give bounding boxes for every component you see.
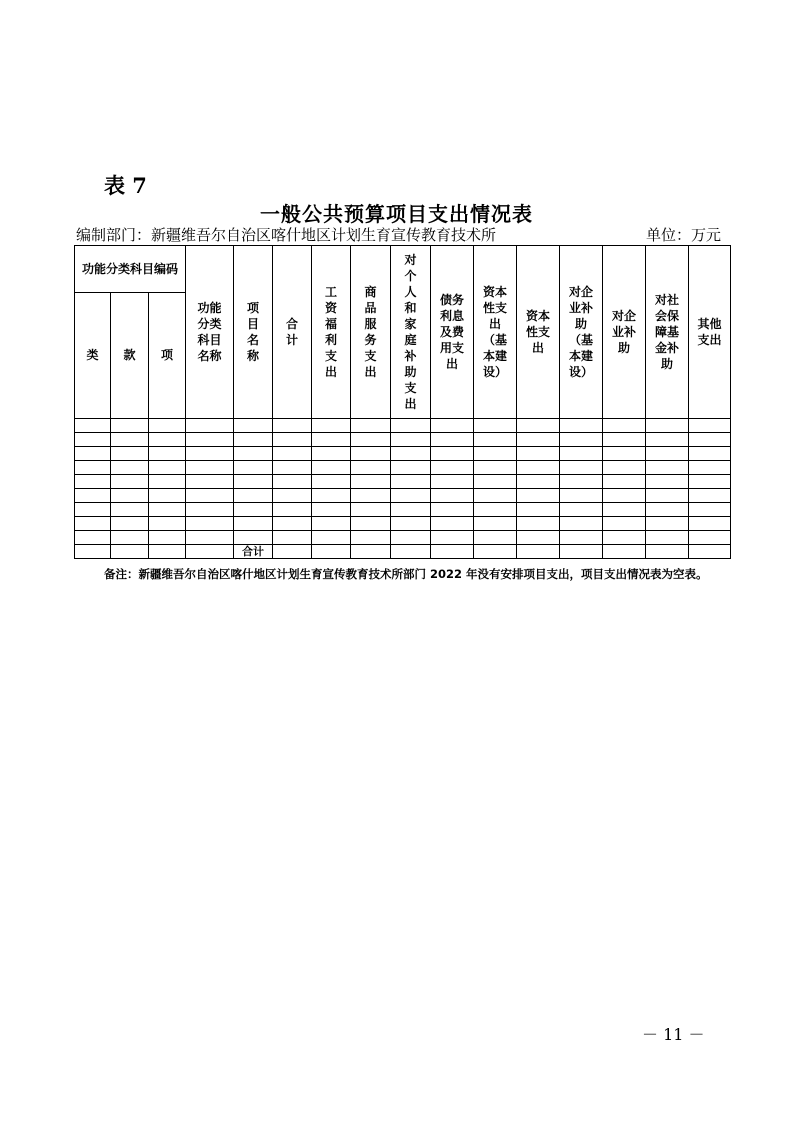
table-cell — [149, 489, 186, 503]
table-cell — [689, 503, 731, 517]
table-row — [75, 503, 731, 517]
table-cell — [234, 475, 273, 489]
table-cell — [603, 489, 646, 503]
table-cell — [111, 447, 149, 461]
table-number: 表 7 — [104, 173, 147, 198]
table-cell — [111, 503, 149, 517]
table-cell — [111, 433, 149, 447]
table-cell — [273, 503, 312, 517]
header-social-security: 对社会保障基金补助 — [646, 246, 689, 419]
table-row — [75, 531, 731, 545]
table-cell — [149, 531, 186, 545]
table-cell — [351, 433, 391, 447]
table-row — [75, 447, 731, 461]
table-cell — [603, 475, 646, 489]
table-cell — [474, 517, 517, 531]
table-cell — [273, 433, 312, 447]
table-cell — [75, 517, 111, 531]
table-cell — [431, 419, 474, 433]
table-cell — [603, 545, 646, 559]
table-cell — [689, 489, 731, 503]
table-cell — [560, 475, 603, 489]
table-cell — [273, 461, 312, 475]
table-cell — [431, 447, 474, 461]
table-cell — [75, 503, 111, 517]
table-cell — [517, 503, 560, 517]
table-cell — [75, 475, 111, 489]
table-cell — [149, 433, 186, 447]
header-item-name: 项目名称 — [234, 246, 273, 419]
table-cell — [186, 503, 234, 517]
table-cell — [234, 419, 273, 433]
table-cell — [149, 447, 186, 461]
table-cell — [646, 447, 689, 461]
table-row — [75, 475, 731, 489]
table-cell — [560, 545, 603, 559]
table-cell — [517, 447, 560, 461]
table-cell — [646, 531, 689, 545]
table-cell — [646, 461, 689, 475]
table-cell — [474, 531, 517, 545]
table-cell — [312, 517, 351, 531]
table-cell — [560, 517, 603, 531]
table-cell — [689, 419, 731, 433]
table-cell — [603, 461, 646, 475]
table-cell — [75, 419, 111, 433]
table-cell — [646, 545, 689, 559]
table-cell — [391, 419, 431, 433]
total-row-label: 合计 — [234, 545, 273, 559]
table-cell — [273, 545, 312, 559]
table-cell — [234, 447, 273, 461]
table-cell — [351, 531, 391, 545]
table-cell — [391, 531, 431, 545]
table-cell — [186, 419, 234, 433]
table-cell — [111, 545, 149, 559]
table-cell — [75, 461, 111, 475]
table-cell — [646, 475, 689, 489]
header-capital-construction: 资本性支出（基本建设） — [474, 246, 517, 419]
table-cell — [431, 517, 474, 531]
table-cell — [391, 433, 431, 447]
table-cell — [273, 475, 312, 489]
header-other: 其他支出 — [689, 246, 731, 419]
table-cell — [646, 433, 689, 447]
table-cell — [474, 503, 517, 517]
unit-label: 单位：万元 — [646, 226, 722, 244]
table-cell — [517, 475, 560, 489]
table-cell — [474, 419, 517, 433]
table-cell — [560, 419, 603, 433]
table-cell — [149, 475, 186, 489]
table-cell — [273, 531, 312, 545]
header-kuan: 款 — [111, 293, 149, 419]
table-cell — [474, 433, 517, 447]
table-cell — [689, 433, 731, 447]
table-cell — [689, 545, 731, 559]
table-cell — [75, 447, 111, 461]
table-cell — [351, 489, 391, 503]
table-cell — [186, 517, 234, 531]
table-cell — [149, 545, 186, 559]
table-cell — [431, 475, 474, 489]
table-cell — [391, 489, 431, 503]
table-cell — [560, 531, 603, 545]
table-cell — [186, 545, 234, 559]
header-enterprise-construction: 对企业补助（基本建设） — [560, 246, 603, 419]
table-cell — [111, 419, 149, 433]
table-cell — [603, 447, 646, 461]
table-cell — [186, 447, 234, 461]
table-cell — [646, 517, 689, 531]
table-cell — [149, 419, 186, 433]
table-cell — [391, 503, 431, 517]
table-cell — [517, 461, 560, 475]
table-cell — [474, 489, 517, 503]
table-cell — [391, 475, 431, 489]
table-cell — [689, 475, 731, 489]
project-expenditure-table — [74, 245, 731, 559]
table-cell — [312, 433, 351, 447]
page-number: － 11 － — [642, 1025, 705, 1044]
table-cell — [186, 531, 234, 545]
table-cell — [646, 503, 689, 517]
table-cell — [111, 461, 149, 475]
table-cell — [186, 475, 234, 489]
table-cell — [312, 447, 351, 461]
table-cell — [273, 419, 312, 433]
table-cell — [111, 489, 149, 503]
table-cell — [312, 419, 351, 433]
table-row — [75, 461, 731, 475]
table-cell — [111, 531, 149, 545]
table-cell — [431, 531, 474, 545]
table-cell — [560, 433, 603, 447]
compiling-department: 编制部门：新疆维吾尔自治区喀什地区计划生育宣传教育技术所 — [76, 226, 497, 244]
table-cell — [646, 419, 689, 433]
table-cell — [517, 517, 560, 531]
table-cell — [273, 489, 312, 503]
table-cell — [431, 503, 474, 517]
table-cell — [351, 545, 391, 559]
table-row — [75, 517, 731, 531]
table-cell — [517, 419, 560, 433]
table-row — [75, 489, 731, 503]
header-func-name: 功能分类科目名称 — [186, 246, 234, 419]
table-cell — [603, 517, 646, 531]
table-row — [75, 419, 731, 433]
table-cell — [234, 433, 273, 447]
table-cell — [391, 517, 431, 531]
table-cell — [689, 531, 731, 545]
table-cell — [234, 503, 273, 517]
total-row — [75, 545, 731, 559]
table-cell — [111, 475, 149, 489]
table-cell — [351, 461, 391, 475]
footnote: 备注：新疆维吾尔自治区喀什地区计划生育宣传教育技术所部门 2022 年没有安排项目支出，项目支出情况表为空表。 — [104, 567, 708, 581]
table-cell — [351, 517, 391, 531]
header-capital: 资本性支出 — [517, 246, 560, 419]
table-cell — [431, 461, 474, 475]
table-cell — [689, 447, 731, 461]
table-cell — [75, 433, 111, 447]
header-individual-subsidy: 对个人和家庭补助支出 — [391, 246, 431, 419]
table-row — [75, 433, 731, 447]
table-cell — [391, 447, 431, 461]
table-cell — [431, 545, 474, 559]
table-cell — [273, 517, 312, 531]
table-cell — [234, 489, 273, 503]
header-enterprise-subsidy: 对企业补助 — [603, 246, 646, 419]
table-cell — [186, 489, 234, 503]
table-cell — [149, 461, 186, 475]
table-cell — [474, 475, 517, 489]
table-cell — [560, 503, 603, 517]
table-cell — [560, 461, 603, 475]
header-lei: 类 — [75, 293, 111, 419]
header-goods-services: 商品服务支出 — [351, 246, 391, 419]
table-cell — [560, 489, 603, 503]
table-cell — [517, 545, 560, 559]
table-cell — [603, 419, 646, 433]
table-cell — [351, 475, 391, 489]
table-cell — [517, 433, 560, 447]
table-cell — [474, 447, 517, 461]
table-cell — [474, 461, 517, 475]
table-cell — [351, 447, 391, 461]
table-cell — [312, 545, 351, 559]
table-cell — [689, 517, 731, 531]
table-cell — [517, 531, 560, 545]
table-cell — [312, 489, 351, 503]
header-salary: 工资福利支出 — [312, 246, 351, 419]
table-cell — [149, 517, 186, 531]
table-cell — [603, 531, 646, 545]
header-debt-interest: 债务利息及费用支出 — [431, 246, 474, 419]
header-total: 合计 — [273, 246, 312, 419]
table-cell — [234, 517, 273, 531]
table-cell — [273, 447, 312, 461]
table-cell — [234, 531, 273, 545]
table-cell — [431, 489, 474, 503]
header-xiang: 项 — [149, 293, 186, 419]
table-cell — [351, 419, 391, 433]
table-cell — [186, 461, 234, 475]
table-cell — [234, 461, 273, 475]
header-func-code: 功能分类科目编码 — [75, 246, 186, 293]
table-cell — [689, 461, 731, 475]
table-cell — [603, 433, 646, 447]
page-title: 一般公共预算项目支出情况表 — [260, 202, 533, 226]
table-cell — [149, 503, 186, 517]
table-cell — [351, 503, 391, 517]
table-cell — [560, 447, 603, 461]
table-cell — [312, 503, 351, 517]
table-cell — [312, 531, 351, 545]
table-cell — [75, 545, 111, 559]
table-cell — [312, 475, 351, 489]
table-cell — [474, 545, 517, 559]
table-cell — [646, 489, 689, 503]
table-cell — [75, 531, 111, 545]
table-cell — [75, 489, 111, 503]
table-cell — [391, 545, 431, 559]
table-cell — [517, 489, 560, 503]
table-cell — [391, 461, 431, 475]
table-cell — [111, 517, 149, 531]
table-cell — [186, 433, 234, 447]
table-cell — [603, 503, 646, 517]
table-cell — [431, 433, 474, 447]
table-cell — [312, 461, 351, 475]
